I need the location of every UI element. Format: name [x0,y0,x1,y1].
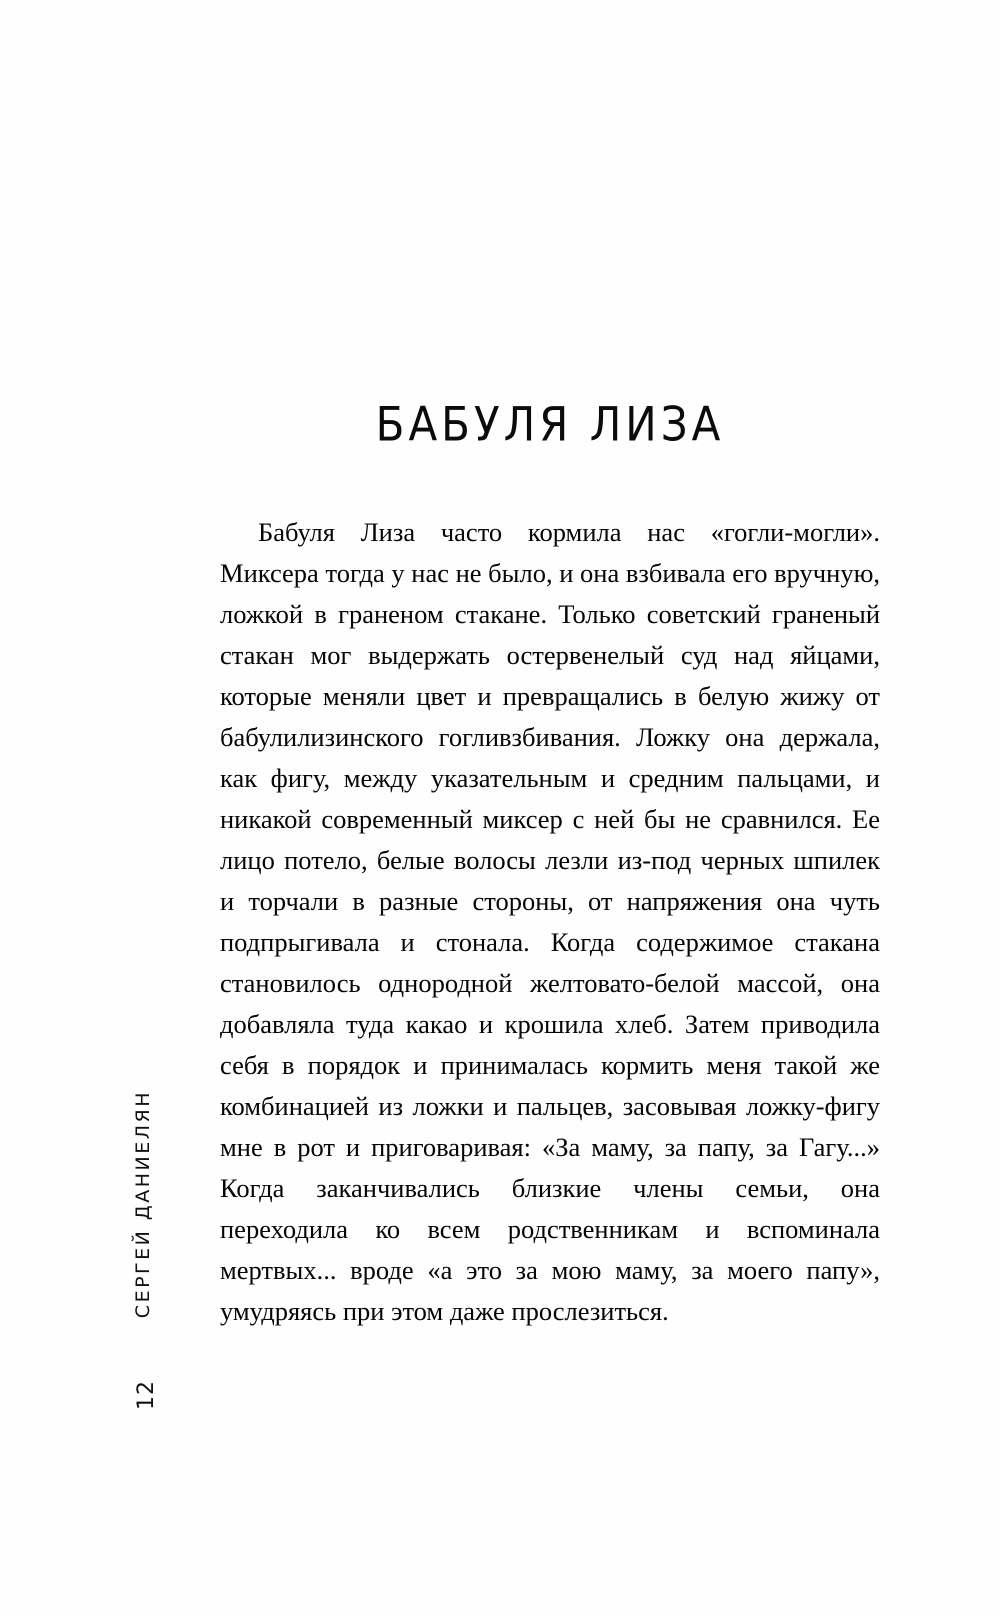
body-text [220,512,880,1332]
chapter-title: БАБУЛЯ ЛИЗА [375,397,725,452]
running-head-author: СЕРГЕЙ ДАНИЕЛЯН [132,1090,154,1319]
running-head-rail [132,1090,172,1510]
paragraph: Бабуля Лиза часто кормила нас «гогли-могли». Миксера тогда у нас не было, и она взбивала его вручную, ложкой в граненом стакане. Только советский граненый стакан мог выдержать остервенелый суд над яйцами, которые меняли цвет и превращались в белую жижу от бабулилизинского гогливзбивания. Ложку она держала, как фигу, между указательным и средним пальцами, и никакой современный миксер с ней бы не сравнился. Ее лицо потело, белые волосы лезли из-под черных шпилек и торчали в разные стороны, от напряжения она чуть подпрыгивала и стонала. Когда содержимое стакана становилось однородной желтовато-белой массой, она добавляла туда какао и крошила хлеб. Затем приводила себя в порядок и принималась кормить меня такой же комбинацией из ложки и пальцев, засовывая ложку-фигу мне в рот и приговаривая: «За маму, за папу, за Гагу...» Когда заканчивались близкие члены семьи, она переходила ко всем родственникам и вспоминала мертвых... вроде «а это за мою маму, за моего папу», умудряясь при этом даже прослезиться. [220,517,880,1326]
page-number: 12 [134,1380,159,1410]
